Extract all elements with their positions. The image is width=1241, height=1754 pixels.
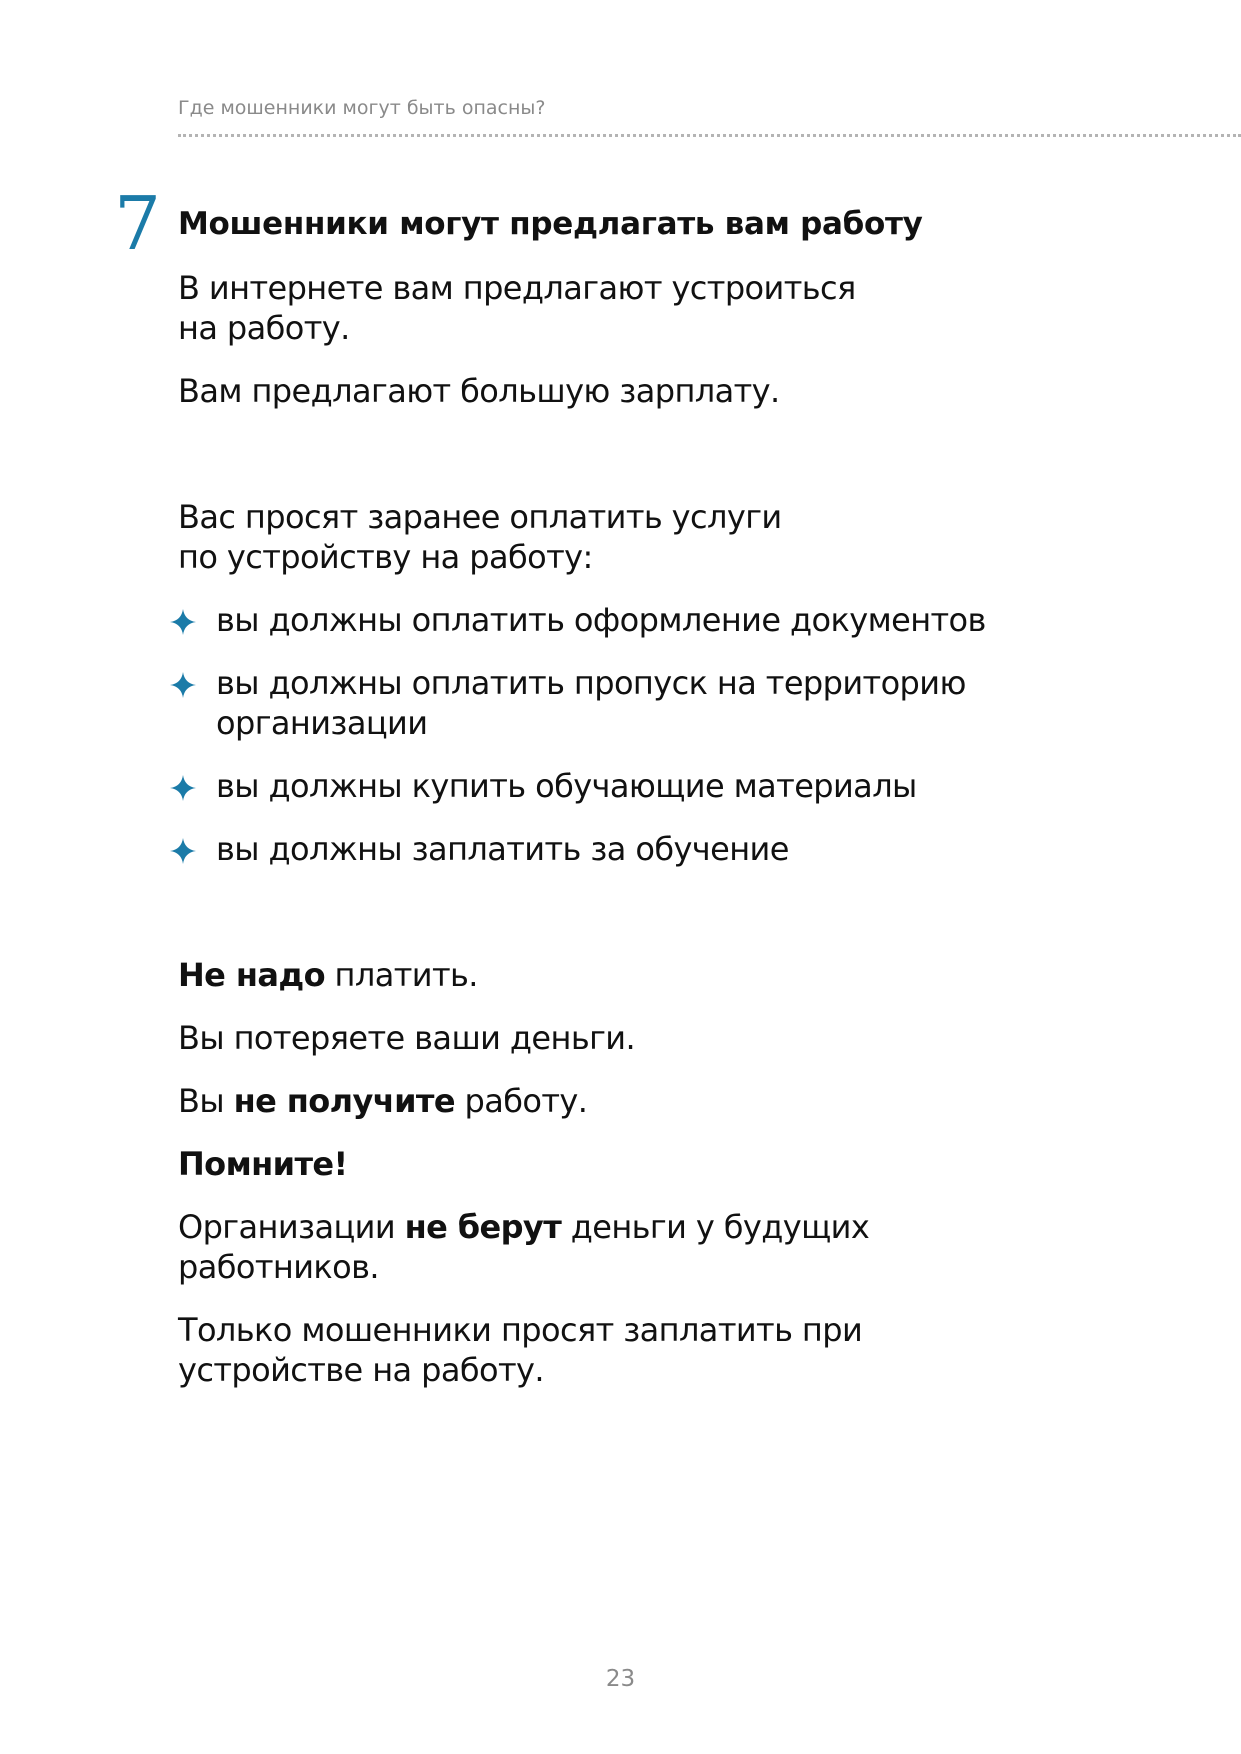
four-point-star-icon bbox=[169, 837, 197, 865]
four-point-star-icon bbox=[169, 608, 197, 636]
running-header: Где мошенники могут быть опасны? bbox=[178, 97, 546, 119]
bullet-text-training: вы должны заплатить за обучение bbox=[216, 830, 789, 868]
advice-no-job-end: работу. bbox=[454, 1082, 588, 1120]
advice-only-fraudsters-line-1: Только мошенники просят заплатить при bbox=[178, 1311, 863, 1349]
intro-offer-line-2: на работу. bbox=[178, 309, 350, 347]
advice-dont-pay-rest: платить. bbox=[324, 956, 478, 994]
advice-dont-pay bbox=[178, 955, 1078, 995]
advice-no-job-emphasis: не получите bbox=[233, 1082, 455, 1120]
advice-no-job-start: Вы bbox=[178, 1082, 234, 1120]
four-point-star-icon bbox=[169, 671, 197, 699]
bullet-text-pass-line-1: вы должны оплатить пропуск на территорию bbox=[216, 664, 966, 702]
advice-organizations-emphasis: не берут bbox=[404, 1208, 562, 1246]
list-item bbox=[178, 600, 1078, 640]
intro-paragraph-salary: Вам предлагают большую зарплату. bbox=[178, 372, 780, 410]
bullet-text-pass bbox=[216, 663, 1078, 743]
section-number: 7 bbox=[114, 181, 162, 267]
bullet-text-documents: вы должны оплатить оформление документов bbox=[216, 601, 986, 639]
list-item bbox=[178, 663, 1078, 743]
four-point-star-icon bbox=[169, 774, 197, 802]
advice-organizations-end: деньги у будущих bbox=[561, 1208, 870, 1246]
bullet-text-pass-line-2: организации bbox=[216, 704, 428, 742]
payment-line-2: по устройству на работу: bbox=[178, 538, 593, 576]
section-title: Мошенники могут предлагать вам работу bbox=[178, 206, 923, 242]
advice-only-fraudsters bbox=[178, 1310, 1078, 1390]
bullet-text-materials: вы должны купить обучающие материалы bbox=[216, 767, 917, 805]
advice-dont-pay-emphasis: Не надо bbox=[178, 956, 325, 994]
advice-only-fraudsters-line-2: устройстве на работу. bbox=[178, 1351, 544, 1389]
advice-organizations-start: Организации bbox=[178, 1208, 405, 1246]
advice-organizations-line-2: работников. bbox=[178, 1248, 379, 1286]
intro-paragraph-offer bbox=[178, 268, 1078, 348]
remember-heading-text: Помните! bbox=[178, 1145, 348, 1183]
page-number: 23 bbox=[605, 1666, 636, 1692]
advice-no-job bbox=[178, 1081, 1078, 1121]
advice-lose-money: Вы потеряете ваши деньги. bbox=[178, 1019, 636, 1057]
advice-organizations bbox=[178, 1207, 1078, 1287]
intro-offer-line-1: В интернете вам предлагают устроиться bbox=[178, 269, 856, 307]
payment-line-1: Вас просят заранее оплатить услуги bbox=[178, 498, 782, 536]
list-item bbox=[178, 766, 1078, 806]
remember-heading bbox=[178, 1144, 1078, 1184]
payment-bullet-list bbox=[178, 600, 1078, 869]
main-content bbox=[178, 268, 1078, 1413]
payment-paragraph bbox=[178, 497, 1078, 577]
header-divider bbox=[178, 134, 1241, 137]
list-item bbox=[178, 829, 1078, 869]
